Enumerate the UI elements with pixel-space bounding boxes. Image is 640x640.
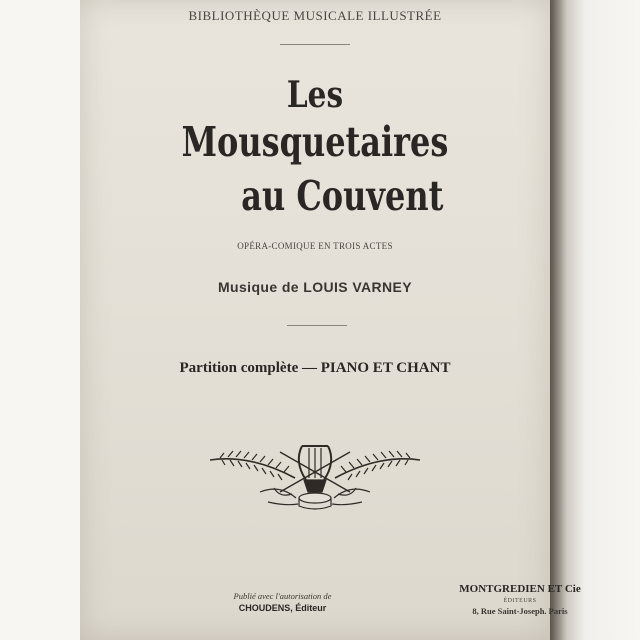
title-line-1: Mousquetaires: [181, 118, 449, 166]
series-title: BIBLIOTHÈQUE MUSICALE ILLUSTRÉE: [188, 8, 442, 23]
publisher-address: 8, Rue Saint-Joseph. Paris: [472, 606, 568, 616]
title-page: [80, 0, 581, 640]
authorization-note: [210, 591, 355, 613]
book-binding-shadow: [545, 0, 640, 640]
divider-middle: [287, 325, 347, 326]
scan-margin-left: [0, 0, 80, 640]
lyre-trophy-ornament-icon: [210, 432, 420, 512]
genre-subtitle: OPÉRA-COMIQUE EN TROIS ACTES: [237, 241, 393, 251]
publisher-imprint: [425, 583, 615, 616]
divider-top: [280, 44, 350, 45]
publisher-name: MONTGREDIEN ET Cie: [459, 583, 581, 595]
authorization-line: Publié avec l'autorisation de: [233, 591, 332, 601]
authorizing-publisher: CHOUDENS, Éditeur: [238, 603, 327, 613]
publisher-role: ÉDITEURS: [503, 598, 537, 604]
title-article: Les: [286, 74, 344, 116]
composer-credit: Musique de LOUIS VARNEY: [217, 279, 413, 295]
edition-line: Partition complète — PIANO ET CHANT: [179, 360, 451, 376]
title-line-2: au Couvent: [241, 172, 444, 220]
